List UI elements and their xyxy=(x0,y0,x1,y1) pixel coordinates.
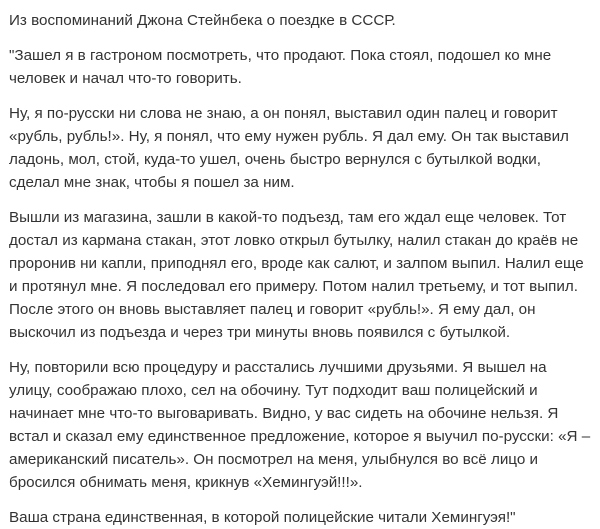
paragraph-1: "Зашел я в гастроном посмотреть, что продают. Пока стоял, подошел ко мне человек и начал что-то говорить. xyxy=(9,47,552,87)
paragraph-5: Ваша страна единственная, в которой полицейские читали Хемингуэя!" xyxy=(9,509,516,526)
paragraph-2: Ну, я по-русски ни слова не знаю, а он понял, выставил один палец и говорит «рубль, рубль!». Ну, я понял, что ему нужен рубль. Я дал ему. Он так выставил ладонь, мол, стой, куда-то ушел, очень быстро вернулся с бутылкой водки, сделал мне знак, чтобы я пошел за ним. xyxy=(9,105,569,191)
paragraph-3: Вышли из магазина, зашли в какой-то подъезд, там его ждал еще человек. Тот достал из кармана стакан, этот ловко открыл бутылку, налил стакан до краёв не проронив ни капли, приподнял его, вроде как салют, и залпом выпил. Налил еще и протянул мне. Я последовал его примеру. Потом налил третьему, и тот выпил. После этого он вновь выставляет палец и говорит «рубль!». Я ему дал, он выскочил из подъезда и через три минуты вновь появился с бутылкой. xyxy=(9,209,584,341)
paragraph-4: Ну, повторили всю процедуру и расстались лучшими друзьями. Я вышел на улицу, соображаю плохо, сел на обочину. Тут подходит ваш полицейский и начинает мне что-то выговаривать. Видно, у вас сидеть на обочине нельзя. Я встал и сказал ему единственное предложение, которое я выучил по-русски: «Я – американский писатель». Он посмотрел на меня, улыбнулся во всё лицо и бросился обнимать меня, крикнув «Хемингуэй!!!». xyxy=(9,359,591,491)
document-heading: Из воспоминаний Джона Стейнбека о поездке в СССР. xyxy=(9,12,396,29)
